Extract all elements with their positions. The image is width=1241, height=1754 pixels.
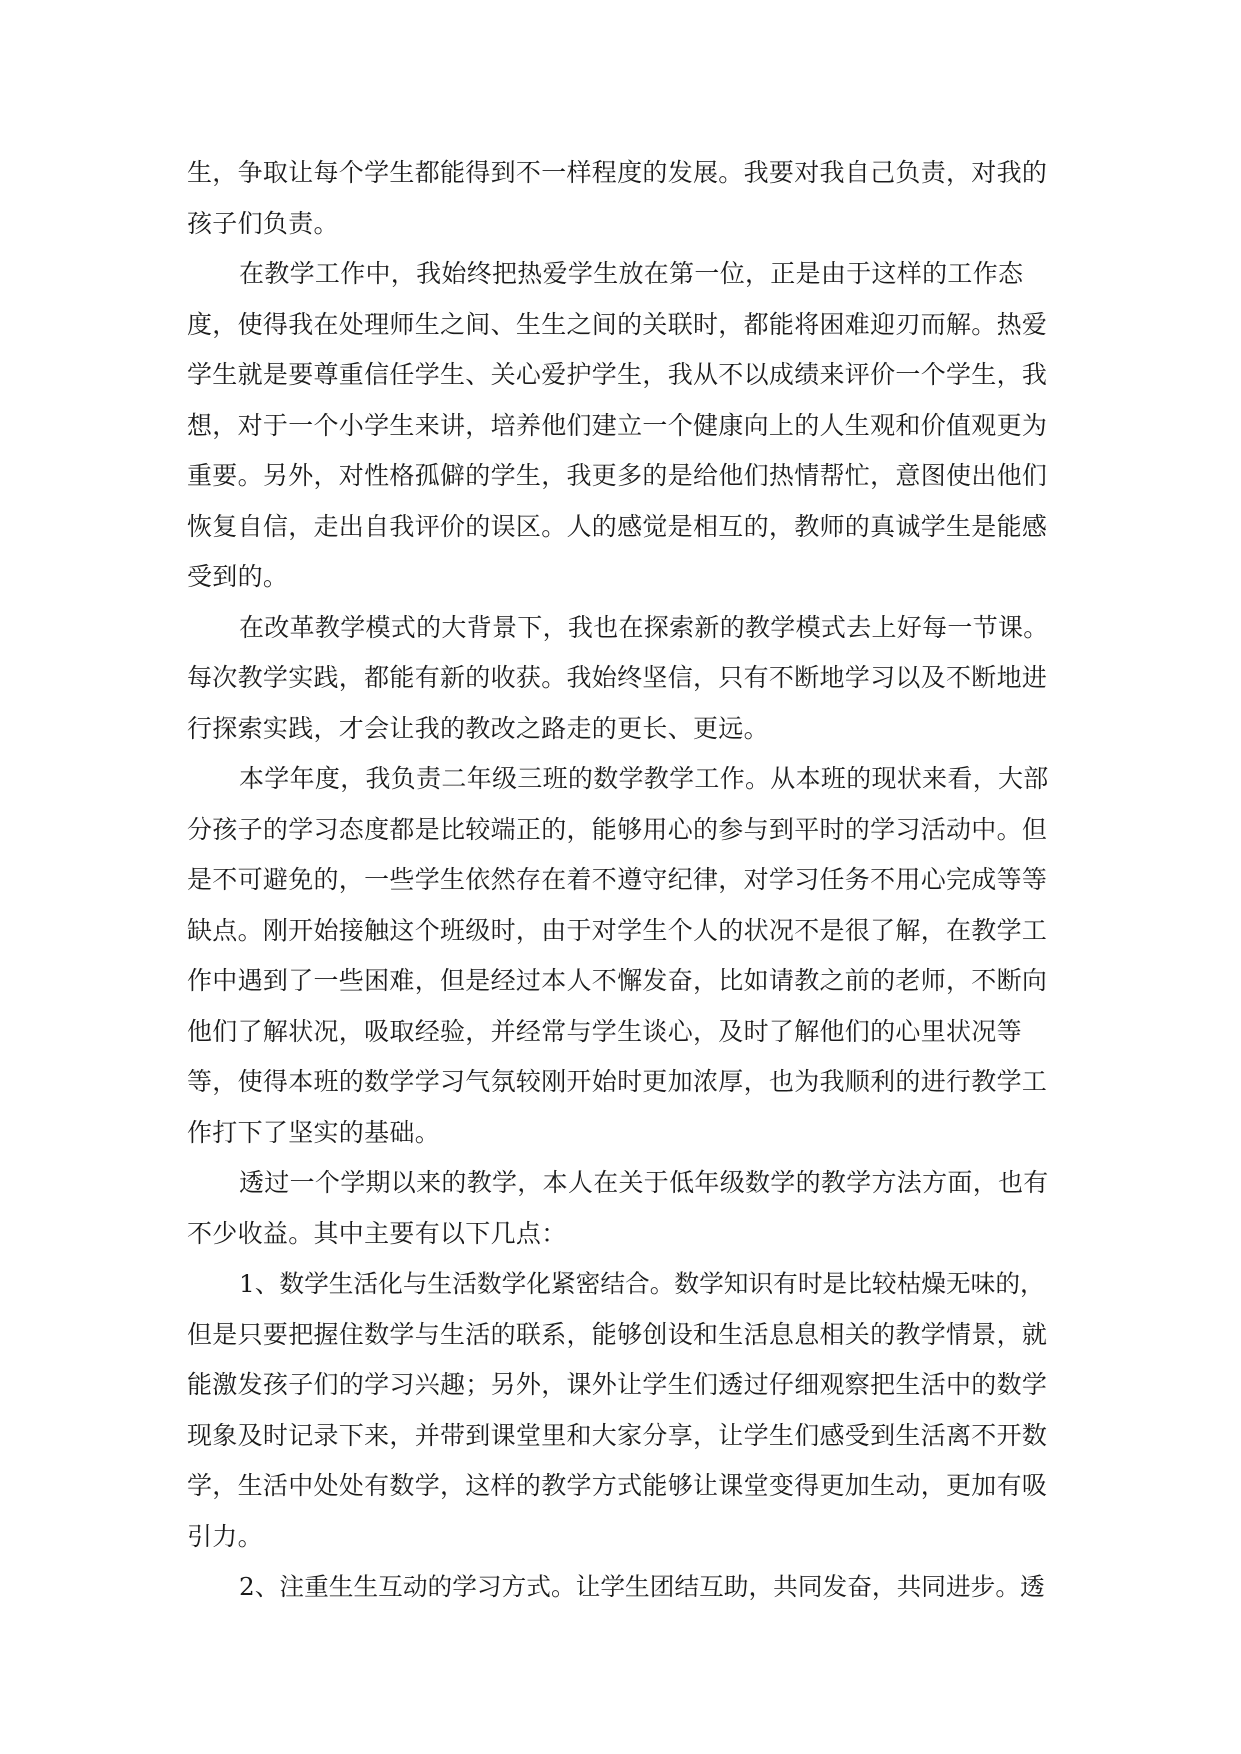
text-line: 分孩子的学习态度都是比较端正的，能够用心的参与到平时的学习活动中。但 xyxy=(187,814,1048,844)
text-line: 透过一个学期以来的教学，本人在关于低年级数学的教学方法方面，也有 xyxy=(239,1168,1049,1197)
text-line: 等，使得本班的数学学习气氛较刚开始时更加浓厚，也为我顺利的进行教学工 xyxy=(187,1067,1048,1096)
text-line: 行探索实践，才会让我的教改之路走的更长、更远。 xyxy=(187,713,769,743)
text-line: 但是只要把握住数学与生活的联系，能够创设和生活息息相关的教学情景，就 xyxy=(187,1319,1048,1349)
text-line: 受到的。 xyxy=(187,562,289,591)
text-line: 重要。另外，对性格孤僻的学生，我更多的是给他们热情帮忙，意图使出他们 xyxy=(187,461,1048,490)
text-line: 作打下了坚实的基础。 xyxy=(187,1117,441,1147)
text-line: 能激发孩子们的学习兴趣；另外，课外让学生们透过仔细观察把生活中的数学 xyxy=(187,1370,1048,1399)
text-line: 他们了解状况，吸取经验，并经常与学生谈心，及时了解他们的心里状况等 xyxy=(187,1016,1022,1046)
text-line: 缺点。刚开始接触这个班级时，由于对学生个人的状况不是很了解，在教学工 xyxy=(187,915,1048,945)
text-line: 本学年度，我负责二年级三班的数学教学工作。从本班的现状来看，大部 xyxy=(239,764,1049,793)
text-line: 在教学工作中，我始终把热爱学生放在第一位，正是由于这样的工作态 xyxy=(239,259,1024,288)
text-line: 恢复自信，走出自我评价的误区。人的感觉是相互的，教师的真诚学生是能感 xyxy=(187,511,1048,541)
text-line: 现象及时记录下来，并带到课堂里和大家分享，让学生们感受到生活离不开数 xyxy=(187,1420,1048,1450)
text-line: 是不可避免的，一些学生依然存在着不遵守纪律，对学习任务不用心完成等等 xyxy=(187,865,1048,894)
text-line: 引力。 xyxy=(187,1521,263,1551)
text-line: 每次教学实践，都能有新的收获。我始终坚信，只有不断地学习以及不断地进 xyxy=(187,663,1048,692)
text-line: 度，使得我在处理师生之间、生生之间的关联时，都能将困难迎刃而解。热爱 xyxy=(187,309,1048,339)
document-body xyxy=(187,148,1055,1613)
text-line: 在改革教学模式的大背景下，我也在探索新的教学模式去上好每一节课。 xyxy=(239,612,1049,642)
text-line: 作中遇到了一些困难，但是经过本人不懈发奋，比如请教之前的老师，不断向 xyxy=(187,966,1048,995)
text-line: 想，对于一个小学生来讲，培养他们建立一个健康向上的人生观和价值观更为 xyxy=(187,410,1048,440)
text-line: 不少收益。其中主要有以下几点： xyxy=(187,1218,567,1248)
text-line: 1、数学生活化与生活数学化紧密结合。数学知识有时是比较枯燥无味的， xyxy=(239,1269,1045,1298)
text-line: 2、注重生生互动的学习方式。让学生团结互助，共同发奋，共同进步。透 xyxy=(239,1572,1045,1601)
text-line: 学生就是要尊重信任学生、关心爱护学生，我从不以成绩来评价一个学生，我 xyxy=(187,360,1048,389)
text-line: 生，争取让每个学生都能得到不一样程度的发展。我要对我自己负责，对我的 xyxy=(187,158,1048,187)
text-line: 孩子们负责。 xyxy=(187,208,339,238)
text-line: 学，生活中处处有数学，这样的教学方式能够让课堂变得更加生动，更加有吸 xyxy=(187,1471,1048,1500)
